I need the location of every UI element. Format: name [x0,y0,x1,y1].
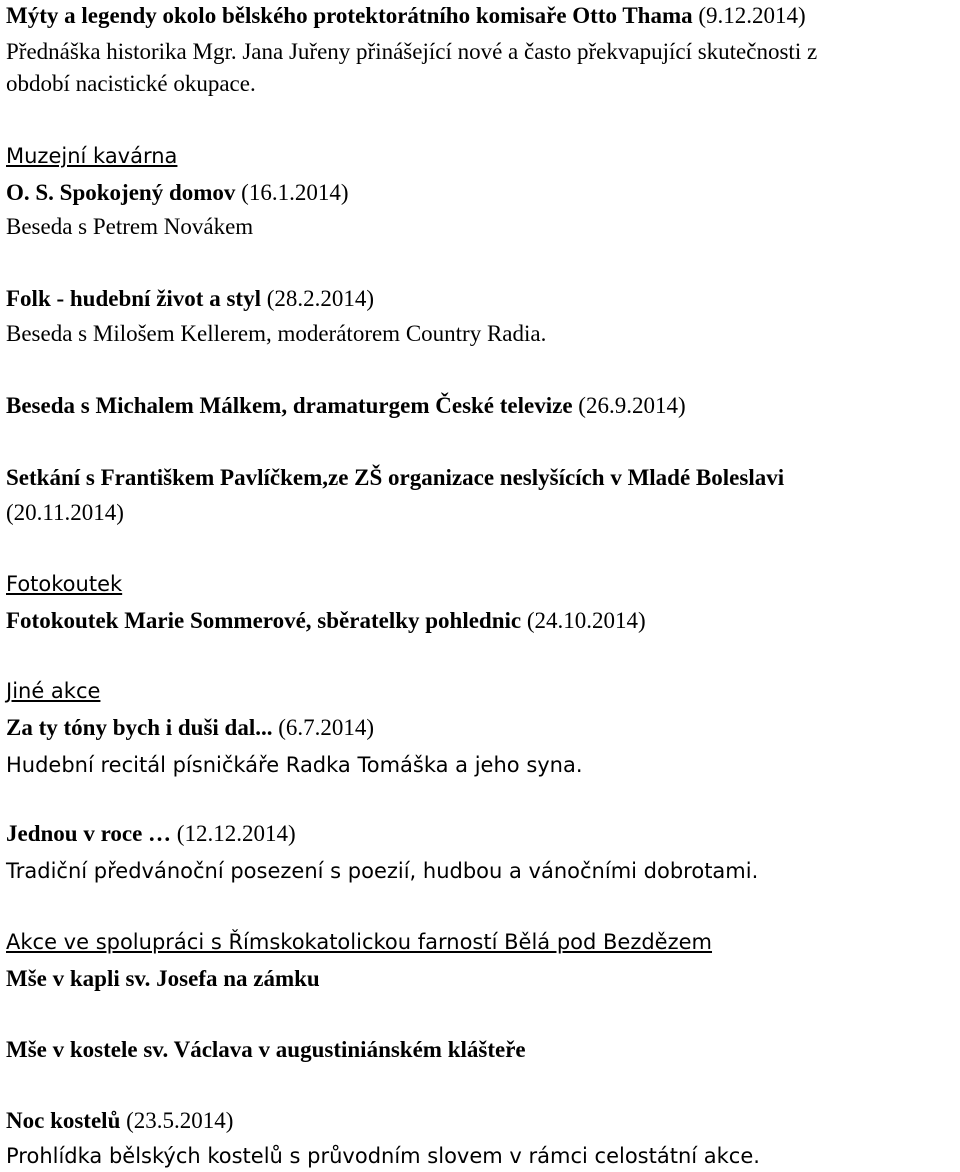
event-title-line [6,1105,233,1137]
event-title: Setkání s Františkem Pavlíčkem,ze ZŠ organizace neslyšících v Mladé Boleslavi [6,465,785,490]
event-title-line [6,283,374,315]
event-title: Za ty tóny bych i duši dal... [6,715,273,740]
event-date: (12.12.2014) [176,821,296,846]
event-description: Beseda s Milošem Kellerem, moderátorem Country Radia. [6,321,547,346]
event-title-line [6,1034,526,1066]
event-date: (9.12.2014) [698,3,806,28]
section-link-kavarna[interactable]: Muzejní kavárna [6,144,178,168]
event-date: (23.5.2014) [126,1108,234,1133]
event-title: Noc kostelů [6,1108,121,1133]
event-description: Prohlídka bělských kostelů s průvodním slovem v rámci celostátní akce. [6,1144,760,1168]
event-title-line [6,177,349,209]
event-title: Fotokoutek Marie Sommerové, sběratelky pohlednic [6,608,522,633]
event-title-line [6,818,296,850]
event-description: Tradiční předvánoční posezení s poezií, hudbou a vánočními dobrotami. [6,859,759,883]
event-title: Mše v kostele sv. Václava v augustiniánském klášteře [6,1037,526,1062]
event-description: období nacistické okupace. [6,71,256,96]
event-date: (20.11.2014) [6,500,124,525]
event-title-line [6,963,320,995]
event-title: Jednou v roce … [6,821,172,846]
section-link-farnost[interactable]: Akce ve spolupráci s Římskokatolickou farností Bělá pod Bezdězem [6,930,713,954]
event-description: Přednáška historika Mgr. Jana Juřeny přinášející nové a často překvapující skutečnosti z [6,39,818,64]
event-title: O. S. Spokojený domov [6,180,236,205]
event-date: (16.1.2014) [241,180,349,205]
event-title-line [6,605,646,637]
event-title: Folk - hudební život a styl [6,286,261,311]
event-description: Beseda s Petrem Novákem [6,214,254,239]
event-title-line [6,462,784,494]
event-date: (6.7.2014) [278,715,375,740]
section-link-jine-akce[interactable]: Jiné akce [6,679,101,703]
event-date: (26.9.2014) [578,393,686,418]
event-title-line [6,390,686,422]
event-title: Mýty a legendy okolo bělského protektorátního komisaře Otto Thama [6,3,693,28]
event-description: Hudební recitál písničkáře Radka Tomáška a jeho syna. [6,753,583,777]
event-date: (28.2.2014) [266,286,375,311]
event-title: Mše v kapli sv. Josefa na zámku [6,966,320,991]
event-title-line [6,712,374,744]
event-date: (24.10.2014) [526,608,646,633]
section-link-fotokoutek[interactable]: Fotokoutek [6,572,123,596]
event-title-line [6,0,806,32]
event-title: Beseda s Michalem Málkem, dramaturgem České televize [6,393,573,418]
